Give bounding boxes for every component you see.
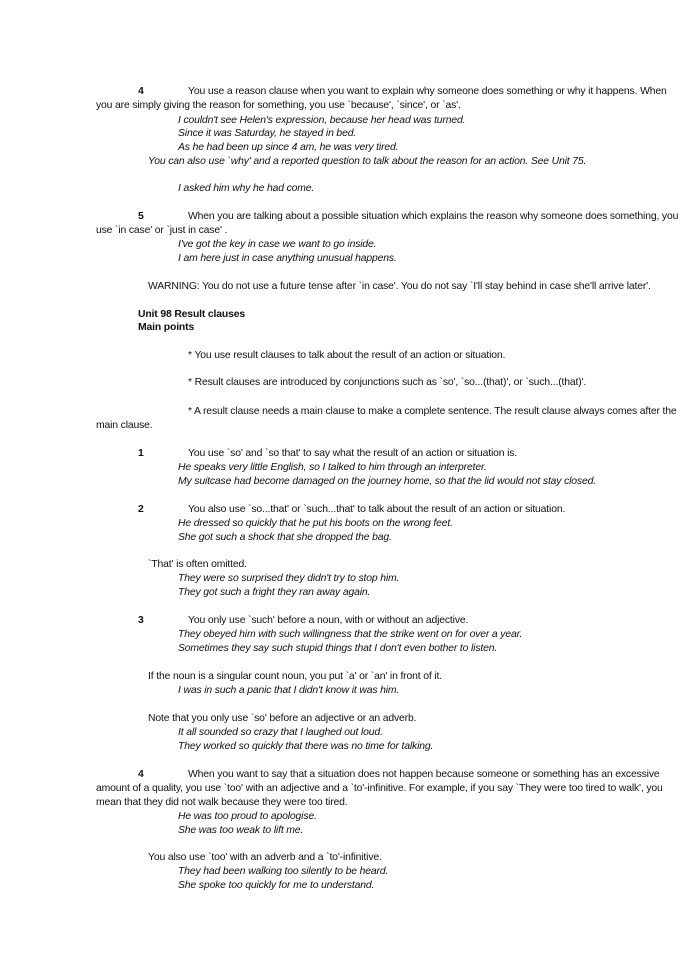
paragraph-line: mean that they did not walk because they were too tired.	[96, 797, 348, 808]
note-line: If the noun is a singular count noun, you put `a' or `an' in front of it.	[148, 671, 442, 682]
section-number: 5	[138, 211, 144, 222]
example-sentence: Sometimes they say such stupid things that I don't even bother to listen.	[178, 643, 498, 654]
section-number: 4	[138, 769, 144, 780]
example-sentence: Since it was Saturday, he stayed in bed.	[178, 128, 357, 139]
example-sentence: She was too weak to lift me.	[178, 825, 304, 836]
paragraph-line: use `in case' or `just in case' .	[96, 225, 228, 236]
main-point: * A result clause needs a main clause to make a complete sentence. The result clause always comes after the	[188, 406, 677, 417]
main-point: * Result clauses are introduced by conjunctions such as `so', `so...(that)', or `such...(that)'.	[188, 377, 587, 388]
main-point: main clause.	[96, 420, 153, 431]
paragraph-line: When you are talking about a possible situation which explains the reason why someone does something, you	[188, 211, 679, 222]
paragraph-line: you are simply giving the reason for something, you use `because', `since', or `as'.	[96, 100, 461, 111]
example-sentence: I was in such a panic that I didn't know it was him.	[178, 685, 400, 696]
example-sentence: He was too proud to apologise.	[178, 811, 317, 822]
example-sentence: I am here just in case anything unusual happens.	[178, 253, 397, 264]
section-number: 3	[138, 615, 144, 626]
example-sentence: She got such a shock that she dropped the bag.	[178, 532, 392, 543]
warning-line: WARNING: You do not use a future tense after `in case'. You do not say `I'll stay behind in case she'll arrive later'.	[148, 281, 651, 292]
example-sentence: He dressed so quickly that he put his boots on the wrong feet.	[178, 518, 453, 529]
section-number: 2	[138, 504, 144, 515]
note-line: You can also use `why' and a reported question to talk about the reason for an action. See Unit 75.	[148, 156, 587, 167]
section-number: 1	[138, 448, 144, 459]
example-sentence: They were so surprised they didn't try to stop him.	[178, 573, 400, 584]
note-line: You also use `too' with an adverb and a `to'-infinitive.	[148, 852, 382, 863]
paragraph-line: You only use `such' before a noun, with or without an adjective.	[188, 615, 469, 626]
note-line: Note that you only use `so' before an adjective or an adverb.	[148, 713, 417, 724]
example-sentence: They had been walking too silently to be heard.	[178, 866, 389, 877]
main-point: * You use result clauses to talk about the result of an action or situation.	[188, 350, 506, 361]
example-sentence: My suitcase had become damaged on the journey home, so that the lid would not stay closed.	[178, 476, 596, 487]
example-sentence: I've got the key in case we want to go inside.	[178, 239, 377, 250]
note-line: `That' is often omitted.	[148, 559, 247, 570]
paragraph-line: You use `so' and `so that' to say what the result of an action or situation is.	[188, 448, 518, 459]
example-sentence: They obeyed him with such willingness that the strike went on for over a year.	[178, 629, 523, 640]
paragraph-line: When you want to say that a situation does not happen because someone or something has an excessive	[188, 769, 660, 780]
unit-subtitle: Main points	[138, 322, 195, 333]
example-sentence: She spoke too quickly for me to understand.	[178, 880, 375, 891]
example-sentence: It all sounded so crazy that I laughed out loud.	[178, 727, 383, 738]
example-sentence: They worked so quickly that there was no time for talking.	[178, 741, 434, 752]
example-sentence: He speaks very little English, so I talked to him through an interpreter.	[178, 462, 487, 473]
paragraph-line: You also use `so...that' or `such...that' to talk about the result of an action or situation.	[188, 504, 566, 515]
example-sentence: I couldn't see Helen's expression, because her head was turned.	[178, 115, 466, 126]
example-sentence: They got such a fright they ran away again.	[178, 587, 371, 598]
example-sentence: As he had been up since 4 am, he was very tired.	[178, 142, 399, 153]
unit-title: Unit 98 Result clauses	[138, 309, 245, 320]
paragraph-line: You use a reason clause when you want to explain why someone does something or why it happens. When	[188, 86, 667, 97]
paragraph-line: amount of a quality, you use `too' with an adjective and a `to'-infinitive. For example, if you say `They were too tired to walk', you	[96, 783, 663, 794]
example-sentence: I asked him why he had come.	[178, 183, 315, 194]
section-number: 4	[138, 86, 144, 97]
